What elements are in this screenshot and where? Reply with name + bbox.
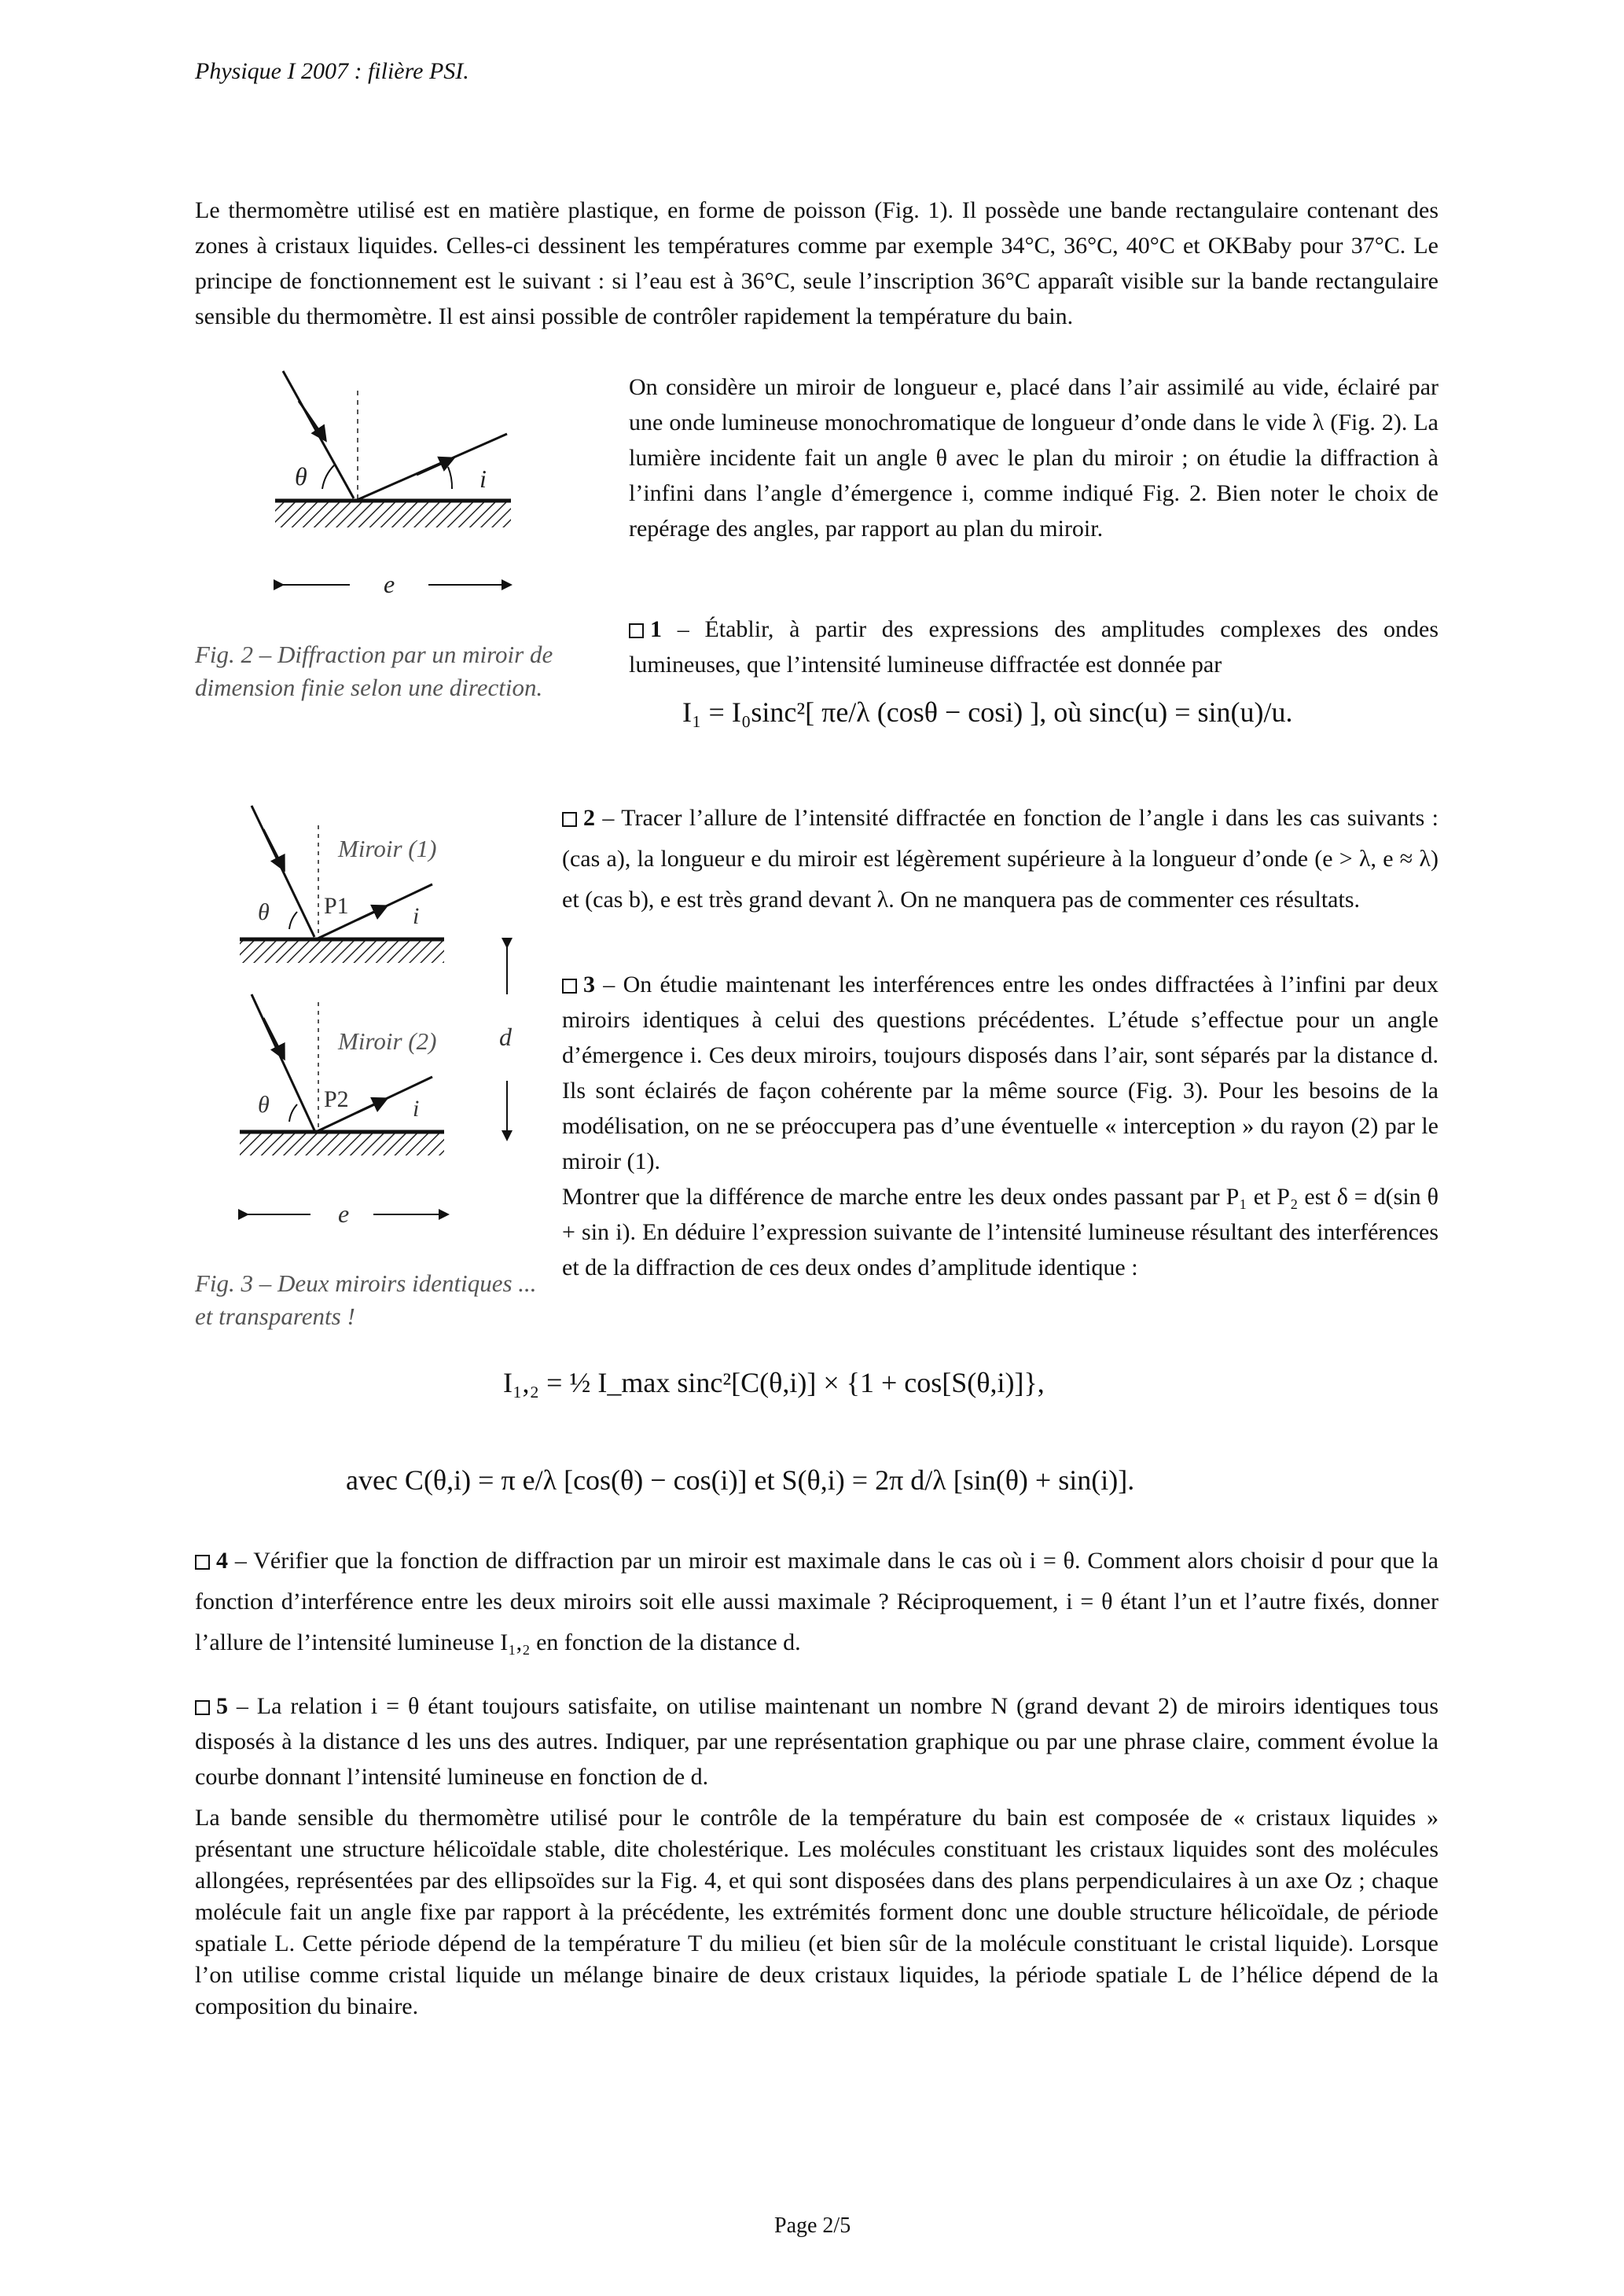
formula-q3-2: avec C(θ,i) = π e/λ [cos(θ) − cos(i)] et S(θ,i) = 2π d/λ [sin(θ) + sin(i)].: [346, 1464, 1135, 1496]
svg-text:e: e: [338, 1199, 350, 1228]
question-1-text: – Établir, à partir des expressions des amplitudes complexes des ondes lumineuses, que l’intensité lumineuse diffractée est donnée par: [629, 616, 1438, 678]
question-5-text: – La relation i = θ étant toujours satisfaite, on utilise maintenant un nombre N (grand devant 2) de miroirs identiques tous disposés à la distance d les uns des autres. Indiquer, par une représentation graphique ou par une phrase claire, comment évolue la courbe donnant l’intensité lumineuse en fonction de d.: [195, 1693, 1438, 1790]
question-1: 1 – Établir, à partir des expressions des amplitudes complexes des ondes lumineuses, que l’intensité lumineuse diffractée est donnée par: [629, 616, 1438, 678]
mirror2-label: Miroir (2): [338, 1027, 437, 1055]
question-5: 5 – La relation i = θ étant toujours satisfaite, on utilise maintenant un nombre N (grand devant 2) de miroirs identiques tous disposés à la distance d les uns des autres. Indiquer, par une représentation graphique ou par une phrase claire, comment évolue la courbe donnant l’intensité lumineuse en fonction de d.: [195, 1693, 1438, 1790]
page-header: Physique I 2007 : filière PSI.: [195, 58, 469, 84]
e-label: e: [384, 570, 395, 598]
formula-q1: I₁ = I₀sinc²[ πe/λ (cosθ − cosi) ], où sinc(u) = sin(u)/u.: [682, 696, 1293, 728]
cholesteric-paragraph: La bande sensible du thermomètre utilisé pour le contrôle de la température du bain est composée de « cristaux liquides » présentant une structure hélicoïdale stable, dite cholestérique. Les molécules constituant les cristaux liquides sont des molécules allongées, représentées par des ellipsoïdes sur la Fig. 4, et qui sont disposées dans des plans perpendiculaires à un axe Oz ; chaque molécule fait un angle fixe par rapport à la précédente, les extrémités forment donc une double structure hélicoïdale, de période spatiale L. Cette période dépend de la température T du milieu (et bien sûr de la molécule constituant le cristal liquide). Lorsque l’on utilise comme cristal liquide un mélange binaire de deux cristaux liquides, la période spatiale L de l’hélice dépend de la composition du binaire.: [195, 1805, 1438, 2019]
fig3-caption: Fig. 3 – Deux miroirs identiques ... et transparents !: [195, 1269, 537, 1330]
svg-text:i: i: [413, 1096, 420, 1122]
svg-text:i: i: [413, 903, 420, 929]
checkbox-icon: [195, 1700, 210, 1715]
incident-ray: [283, 371, 354, 498]
mirror1-label: Miroir (1): [338, 835, 437, 862]
svg-text:θ: θ: [258, 899, 270, 925]
question-4: 4 – Vérifier que la fonction de diffraction par un miroir est maximale dans le cas où i = θ. Comment alors choisir d pour que la fonction d’interférence entre les deux miroirs soit elle aussi maximale ? Réciproquement, i = θ étant l’un et l’autre fixés, donner l’allure de l’intensité lumineuse I₁,₂ en fonction de la distance d.: [195, 1548, 1438, 1655]
p2-label: P2: [324, 1086, 349, 1112]
formula-q3-1: I₁,₂ = ½ I_max sinc²[C(θ,i)] × {1 + cos[S(θ,i)]},: [503, 1367, 1045, 1398]
intro-paragraph: Le thermomètre utilisé est en matière plastique, en forme de poisson (Fig. 1). Il possède une bande rectangulaire contenant des zones à cristaux liquides. Celles-ci dessinent les températures comme par exemple 34°C, 36°C, 40°C et OKBaby pour 37°C. Le principe de fonctionnement est le suivant : si l’eau est à 36°C, seule l’inscription 36°C apparaît visible sur la bande rectangulaire sensible du thermomètre. Il est ainsi possible de contrôler rapidement la température du bain.: [195, 197, 1438, 329]
page-number: Page 2/5: [774, 2213, 851, 2238]
theta-label: θ: [295, 462, 307, 490]
question-3: 3 – On étudie maintenant les interférences entre les ondes diffractées à l’infini par deux miroirs identiques à celui des questions précédentes. L’étude s’effectue pour un angle d’émergence i. Ces deux miroirs, toujours disposés dans l’air, sont séparés par la distance d. Ils sont éclairés de façon cohérente par la même source (Fig. 3). Pour les besoins de la modélisation, on ne se préoccupera pas d’une éventuelle « interception » du rayon (2) par le miroir (1). Montrer que la différence de marche entre les deux ondes passant par P₁ et P₂ est δ = d(sin θ + sin i). En déduire l’expression suivante de l’intensité lumineuse résultant des interférences et de la diffraction de ces deux ondes d’amplitude identique :: [562, 967, 1438, 1285]
question-2: 2 – Tracer l’allure de l’intensité diffractée en fonction de l’angle i dans les cas suivants : (cas a), la longueur e du miroir est légèrement supérieure à la longueur d’onde (e > λ, e ≈ λ) et (cas b), e est très grand devant λ. On ne manquera pas de commenter ces résultats.: [562, 805, 1439, 913]
question-2-text: – Tracer l’allure de l’intensité diffractée en fonction de l’angle i dans les cas suivants : (cas a), la longueur e du miroir est légèrement supérieure à la longueur d’onde (e > λ, e ≈ λ) et (cas b), e est très grand devant λ. On ne manquera pas de commenter ces résultats.: [562, 805, 1439, 913]
figure-3: [189, 794, 558, 1266]
fig2-caption: Fig. 2 – Diffraction par un miroir de dimension finie selon une direction.: [195, 641, 553, 701]
checkbox-icon: [629, 623, 644, 638]
mirror-paragraph: On considère un miroir de longueur e, placé dans l’air assimilé au vide, éclairé par une onde lumineuse monochromatique de longueur d’onde dans le vide λ (Fig. 2). La lumière incidente fait un angle θ avec le plan du miroir ; on étudie la diffraction à l’infini dans l’angle d’émergence i, comme indiqué Fig. 2. Bien noter le choix de repérage des angles, par rapport au plan du miroir.: [629, 374, 1438, 542]
d-label: d: [499, 1023, 512, 1051]
checkbox-icon: [562, 979, 577, 994]
question-3-text: – On étudie maintenant les interférences entre les ondes diffractées à l’infini par deux miroirs identiques à celui des questions précédentes. L’étude s’effectue pour un angle d’émergence i. Ces deux miroirs, toujours disposés dans l’air, sont séparés par la distance d. Ils sont éclairés de façon cohérente par la même source (Fig. 3). Pour les besoins de la modélisation, on ne se préoccupera pas d’une éventuelle « interception » du rayon (2) par le miroir (1).: [562, 972, 1439, 1174]
question-4-text: – Vérifier que la fonction de diffraction par un miroir est maximale dans le cas où i = θ. Comment alors choisir d pour que la fonction d’interférence entre les deux miroirs soit elle aussi maximale ? Réciproquement, i = θ étant l’un et l’autre fixés, donner l’allure de l’intensité lumineuse I₁,₂ en fonction de la distance d.: [195, 1548, 1438, 1655]
checkbox-icon: [562, 812, 577, 827]
question-3-text2: Montrer que la différence de marche entre les deux ondes passant par P₁ et P₂ est δ = d(sin θ + sin i). En déduire l’expression suivante de l’intensité lumineuse résultant des interférences et de la diffraction de ces deux ondes d’amplitude identique :: [562, 1184, 1438, 1280]
p1-label: P1: [324, 893, 349, 919]
svg-text:θ: θ: [258, 1092, 270, 1118]
checkbox-icon: [195, 1555, 210, 1570]
i-label: i: [479, 465, 487, 493]
mirror-hatch: [275, 501, 511, 527]
